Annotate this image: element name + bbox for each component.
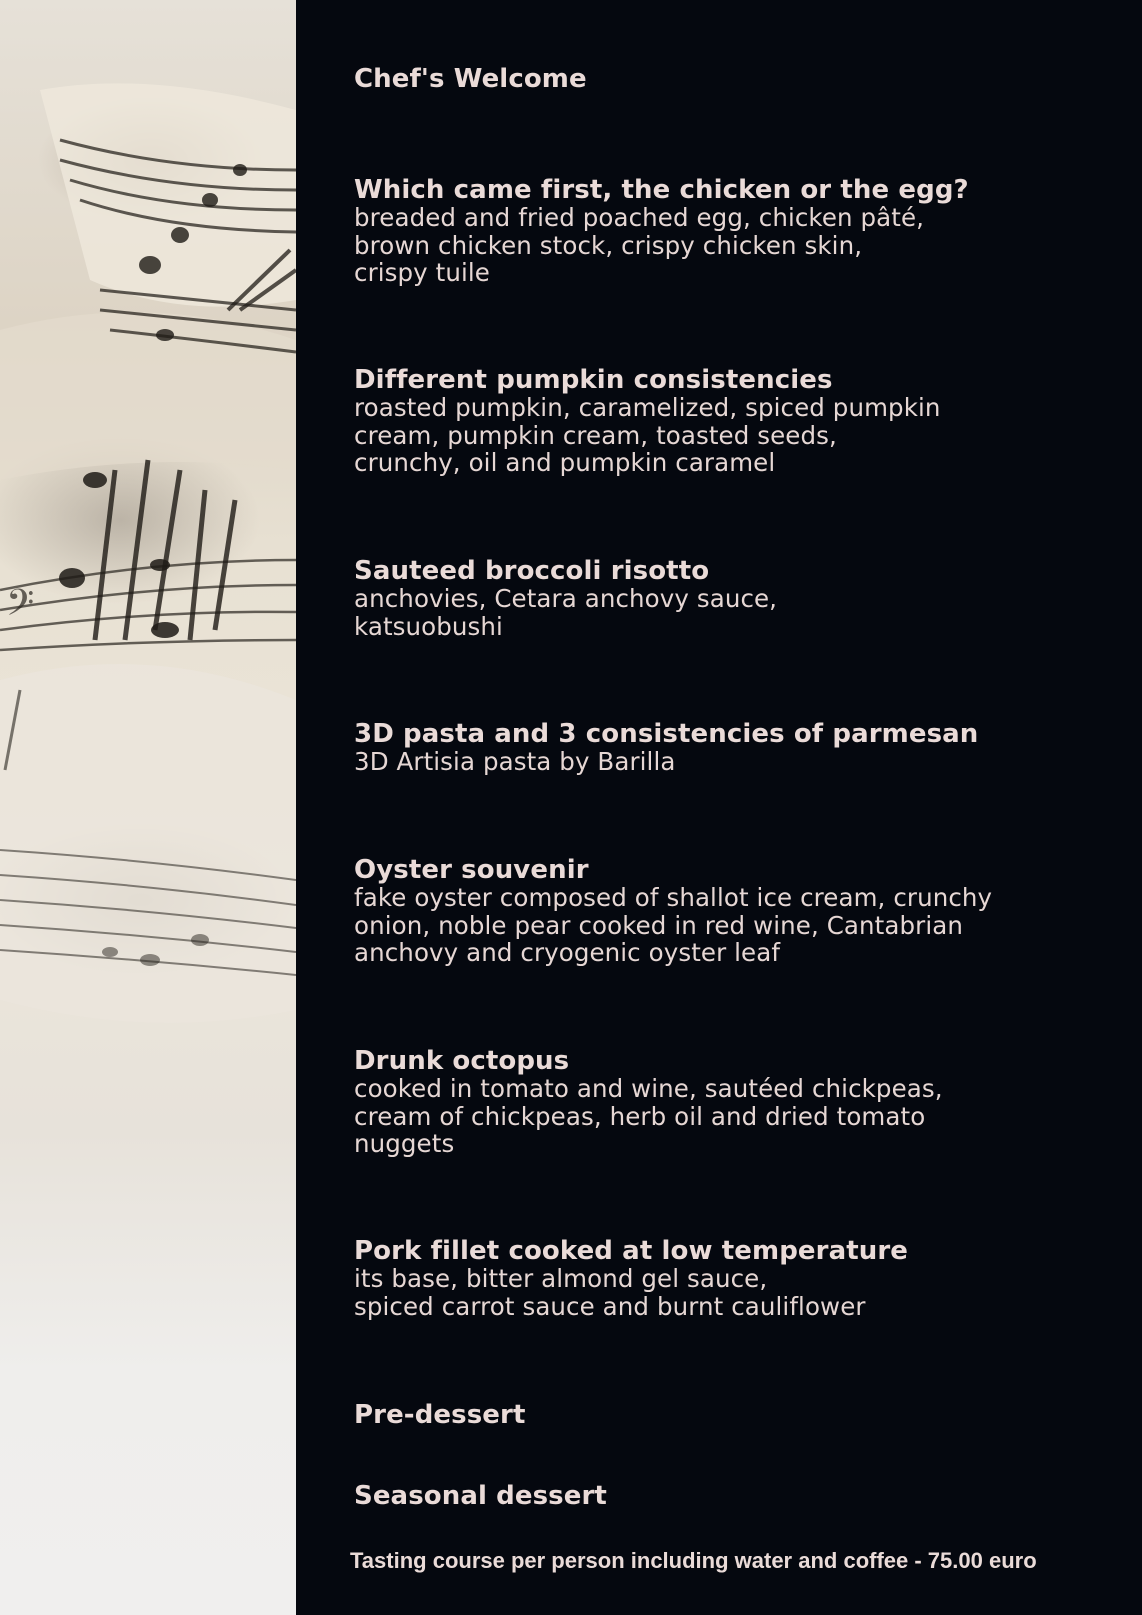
menu-course (354, 721, 1114, 776)
description-line: cooked in tomato and wine, sautéed chickpeas, (354, 1074, 943, 1103)
course-description (354, 1075, 1114, 1158)
course-title: Pork fillet cooked at low temperature (354, 1236, 909, 1266)
sheet-music-photo (0, 0, 296, 1615)
menu-course (354, 1402, 1114, 1429)
menu-course (354, 1483, 1114, 1510)
course-description (354, 204, 1114, 287)
description-line: onion, noble pear cooked in red wine, Cantabrian (354, 910, 963, 940)
menu-course (354, 177, 1114, 287)
course-description (354, 1265, 1114, 1320)
course-description (354, 394, 1114, 477)
course-title: Seasonal dessert (354, 1481, 607, 1511)
description-line: anchovy and cryogenic oyster leaf (354, 938, 781, 967)
description-line: cream of chickpeas, herb oil and dried tomato (354, 1101, 926, 1131)
description-line: its base, bitter almond gel sauce, (354, 1264, 768, 1293)
course-title: Which came first, the chicken or the egg? (354, 175, 969, 205)
description-line: fake oyster composed of shallot ice cream, crunchy (354, 883, 993, 912)
menu-course (354, 1048, 1114, 1158)
course-description (354, 585, 1114, 640)
description-line: 3D Artisia pasta by Barilla (354, 747, 676, 776)
description-line: nuggets (354, 1129, 455, 1158)
course-description (354, 884, 1114, 967)
description-line: crunchy, oil and pumpkin caramel (354, 448, 776, 477)
course-title: Different pumpkin consistencies (354, 365, 833, 395)
description-line: brown chicken stock, crispy chicken skin, (354, 230, 863, 260)
course-description (354, 748, 1114, 776)
price-footer: Tasting course per person including water and coffee - 75.00 euro (350, 1548, 1037, 1573)
course-title: Sauteed broccoli risotto (354, 556, 710, 586)
description-line: katsuobushi (354, 611, 503, 641)
menu-course (354, 367, 1114, 477)
description-line: breaded and fried poached egg, chicken pâté, (354, 203, 925, 232)
menu-course (354, 857, 1114, 967)
menu-course (354, 66, 1114, 93)
course-title: Pre-dessert (354, 1400, 526, 1430)
description-line: crispy tuile (354, 258, 490, 287)
menu-course (354, 558, 1114, 640)
course-title: Oyster souvenir (354, 855, 589, 885)
description-line: anchovies, Cetara anchovy sauce, (354, 584, 778, 613)
description-line: spiced carrot sauce and burnt cauliflower (354, 1291, 866, 1321)
description-line: roasted pumpkin, caramelized, spiced pumpkin (354, 393, 941, 422)
course-title: Drunk octopus (354, 1046, 570, 1076)
menu-course (354, 1238, 1114, 1320)
course-title: 3D pasta and 3 consistencies of parmesan (354, 719, 979, 749)
description-line: cream, pumpkin cream, toasted seeds, (354, 420, 837, 450)
course-title: Chef's Welcome (354, 64, 587, 94)
svg-text:𝄢: 𝄢 (6, 582, 35, 633)
